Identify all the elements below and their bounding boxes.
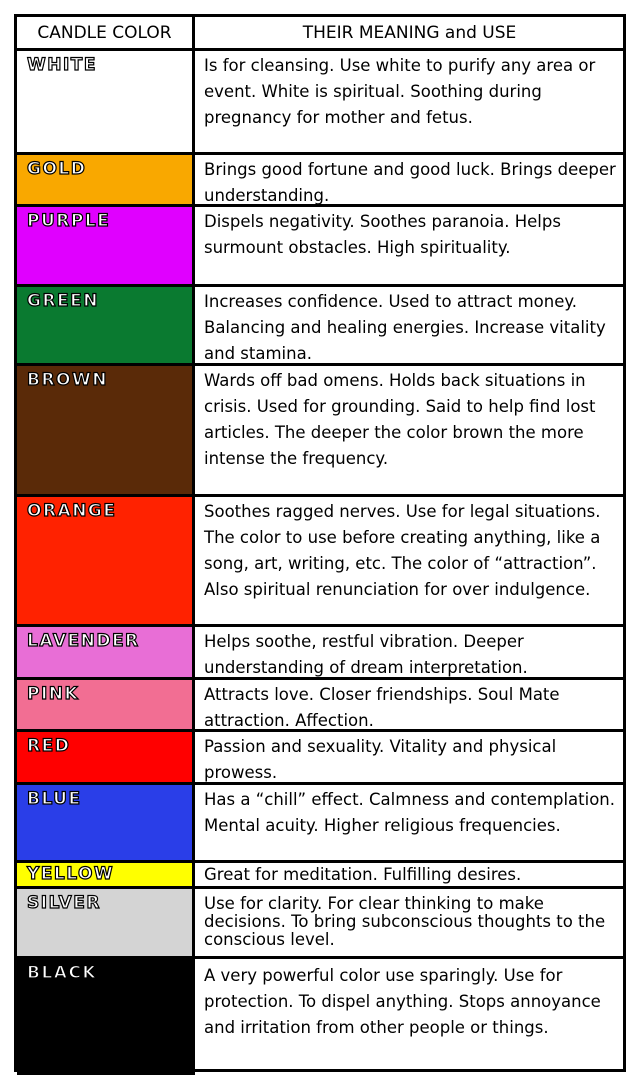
color-name: LAVENDER [27,631,140,651]
header-meaning: THEIR MEANING and USE [302,22,517,43]
row-red [17,732,623,785]
row-yellow [17,863,623,889]
color-name: BLUE [27,789,82,809]
header-candle-color: CANDLE COLOR [17,17,195,48]
color-name: GREEN [27,291,99,311]
swatch-pink [17,680,195,729]
color-name: BROWN [27,370,108,390]
color-name: PURPLE [27,211,111,231]
row-white [17,51,623,155]
meaning-text: Attracts love. Closer friendships. Soul Mate attraction. Affection. [204,685,560,730]
row-purple [17,207,623,287]
row-orange [17,497,623,627]
meaning-text: Soothes ragged nerves. Use for legal situations. The color to use before creating anything, like a song, art, writing, etc. The color of “attraction”. Also spiritual renunciation for over indulgence. [204,502,601,599]
row-silver [17,889,623,959]
row-lavender [17,627,623,680]
row-black [17,959,623,1075]
row-green [17,287,623,366]
color-name: YELLOW [27,864,115,884]
row-pink [17,680,623,732]
meaning-text: Helps soothe, restful vibration. Deeper understanding of dream interpretation. [204,632,528,677]
meaning-text: Passion and sexuality. Vitality and physical prowess. [204,737,557,782]
swatch-gold [17,155,195,204]
color-name: BLACK [27,963,98,983]
swatch-lavender [17,627,195,677]
row-brown [17,366,623,497]
table-header [17,17,623,51]
row-gold [17,155,623,207]
swatch-yellow [17,863,195,886]
meaning-text: Use for clarity. For clear thinking to make decisions. To bring subconscious thoughts to the conscious level. [204,894,606,949]
row-blue [17,785,623,863]
meaning-text: Increases confidence. Used to attract money. Balancing and healing energies. Increase vitality and stamina. [204,292,606,363]
color-name: WHITE [27,55,98,75]
swatch-white [17,51,195,152]
color-name: ORANGE [27,501,117,521]
swatch-blue [17,785,195,860]
meaning-text: Has a “chill” effect. Calmness and contemplation. Mental acuity. Higher religious frequencies. [204,790,616,835]
candle-color-table [14,14,626,1072]
color-name: GOLD [27,159,87,179]
swatch-black [17,959,195,1075]
color-name: RED [27,736,71,756]
swatch-purple [17,207,195,284]
color-name: SILVER [27,893,101,913]
meaning-text: A very powerful color use sparingly. Use for protection. To dispel anything. Stops annoyance and irritation from other people or things. [204,966,601,1037]
swatch-silver [17,889,195,956]
color-name: PINK [27,684,80,704]
meaning-text: Great for meditation. Fulfilling desires. [204,865,522,884]
meaning-text: Wards off bad omens. Holds back situations in crisis. Used for grounding. Said to help find lost articles. The deeper the color brown the more intense the frequency. [204,371,596,468]
swatch-red [17,732,195,782]
meaning-text: Brings good fortune and good luck. Brings deeper understanding. [204,160,616,205]
swatch-orange [17,497,195,624]
meaning-text: Is for cleansing. Use white to purify any area or event. White is spiritual. Soothing during pregnancy for mother and fetus. [204,56,596,127]
swatch-green [17,287,195,363]
meaning-text: Dispels negativity. Soothes paranoia. Helps surmount obstacles. High spirituality. [204,212,561,257]
swatch-brown [17,366,195,494]
